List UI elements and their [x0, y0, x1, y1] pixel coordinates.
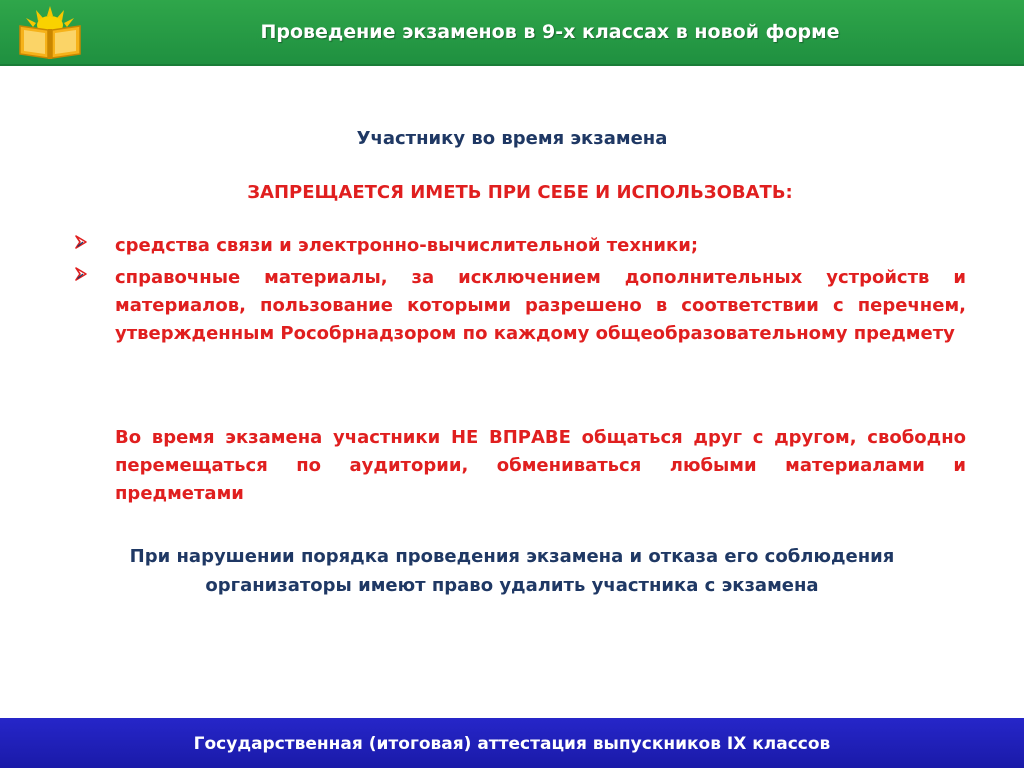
behavior-note: Во время экзамена участники НЕ ВПРАВЕ общаться друг с другом, свободно перемещаться по аудитории, обмениваться любыми материалами и предметами [115, 427, 966, 504]
subtitle: Участнику во время экзамена [356, 128, 668, 149]
list-item [74, 264, 966, 348]
arrow-chevron-bullet-icon [74, 234, 94, 254]
list-item-text: справочные материалы, за исключением дополнительных устройств и материалов, пользование которыми разрешено в соответствии с перечнем, утвержденным Рособрнадзором по каждому общеобразовательному предмету [115, 267, 966, 344]
page-title: Проведение экзаменов в 9-х классах в новой форме [260, 21, 840, 43]
forbidden-heading: ЗАПРЕЩАЕТСЯ ИМЕТЬ ПРИ СЕБЕ И ИСПОЛЬЗОВАТЬ: [247, 182, 793, 203]
open-book-sun-icon [14, 4, 86, 62]
header-bar [0, 0, 1024, 66]
forbidden-list [74, 232, 966, 352]
list-item-text: средства связи и электронно-вычислительной техники; [115, 235, 699, 256]
violation-note: При нарушении порядка проведения экзамена и отказа его соблюдения организаторы имеют право удалить участника с экзамена [129, 546, 895, 596]
footer-bar [0, 718, 1024, 768]
list-item [74, 232, 966, 260]
arrow-chevron-bullet-icon [74, 266, 94, 286]
footer-text: Государственная (итоговая) аттестация выпускников IX классов [193, 734, 831, 754]
